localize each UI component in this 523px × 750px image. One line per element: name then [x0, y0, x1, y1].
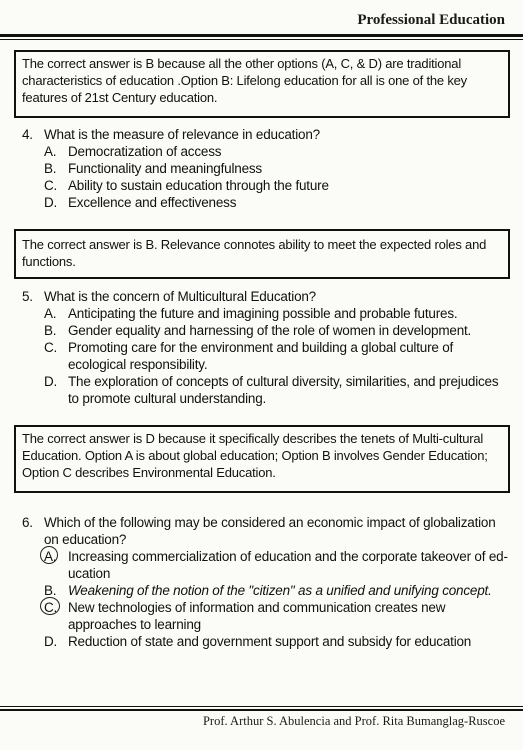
question-text: Which of the following may be considered an economic impact of globalization on education?	[44, 515, 496, 547]
answer-text-q5: The correct answer is D because it specifically describes the tenets of Multi-cultural Education. Option A is about global education; Option B involves Gender Education; Option C describes Environmental Education.	[22, 431, 488, 480]
option-letter	[44, 599, 68, 633]
question-number: 6.	[22, 515, 33, 530]
header-rule-thin	[0, 39, 523, 40]
circle-mark-icon	[40, 597, 60, 615]
option-d	[44, 373, 508, 407]
option-b	[44, 160, 502, 177]
option-letter: C.	[44, 178, 58, 193]
question-text: What is the measure of relevance in education?	[44, 127, 320, 142]
option-letter: D.	[44, 634, 58, 649]
footer-rule-thick	[0, 709, 523, 711]
option-b	[44, 322, 508, 339]
option-b	[44, 582, 508, 599]
option-text: The exploration of concepts of cultural diversity, similarities, and prejudices to promote cultural understanding.	[68, 374, 499, 406]
option-a	[44, 548, 508, 582]
answer-text-q4: The correct answer is B. Relevance connotes ability to meet the expected roles and functions.	[22, 237, 487, 269]
option-letter: B.	[44, 323, 57, 338]
option-c	[44, 177, 502, 194]
option-a	[44, 305, 508, 322]
option-letter: A.	[44, 144, 57, 159]
option-letter: D.	[44, 195, 58, 210]
option-c	[44, 339, 508, 373]
option-letter: B.	[44, 583, 57, 598]
header-title: Professional Education	[357, 12, 505, 28]
option-text: Democratization of access	[68, 144, 222, 159]
option-letter: D.	[44, 374, 58, 389]
option-letter: B.	[44, 161, 57, 176]
question-stem	[22, 288, 508, 305]
option-letter-text: A.	[44, 549, 57, 564]
option-text: Excellence and effectiveness	[68, 195, 237, 210]
option-d	[44, 194, 502, 211]
option-c	[44, 599, 508, 633]
option-letter: A.	[44, 306, 57, 321]
footer-rule-thin	[0, 706, 523, 707]
option-text: Gender equality and harnessing of the role of women in development.	[68, 323, 472, 338]
header-rule-thick	[0, 34, 523, 37]
option-text: Ability to sustain education through the future	[68, 178, 329, 193]
option-a	[44, 143, 502, 160]
question-4	[22, 126, 502, 211]
question-5	[22, 288, 508, 407]
question-number: 4.	[22, 127, 33, 142]
option-text: Anticipating the future and imagining possible and probable futures.	[68, 306, 458, 321]
option-text: Reduction of state and government support and subsidy for education	[68, 634, 472, 649]
footer-authors: Prof. Arthur S. Abulencia and Prof. Rita Bumanglag-Ruscoe	[202, 714, 505, 728]
question-6	[22, 514, 508, 650]
option-text: Functionality and meaningfulness	[68, 161, 262, 176]
answer-text-q3: The correct answer is B because all the other options (A, C, & D) are traditional characteristics of education .Option B: Lifelong education for all is one of the key features of 21st Century education.	[22, 56, 467, 105]
option-d	[44, 633, 508, 650]
option-text: Promoting care for the environment and building a global culture of ecological responsibility.	[68, 340, 454, 372]
answer-box-q5	[14, 425, 510, 493]
answer-box-q3	[14, 50, 510, 118]
question-stem	[22, 514, 508, 548]
option-text: Weakening of the notion of the "citizen" as a unified and unifying concept.	[68, 583, 492, 598]
option-text: New technologies of information and communication creates new approaches to learning	[68, 600, 446, 632]
option-letter: C.	[44, 340, 58, 355]
option-text: Increasing commercialization of education and the corporate takeover of ed- ucation	[68, 549, 508, 581]
circle-mark-icon	[40, 546, 58, 564]
question-text: What is the concern of Multicultural Education?	[44, 289, 316, 304]
question-stem	[22, 126, 502, 143]
question-number: 5.	[22, 289, 33, 304]
answer-box-q4	[14, 229, 510, 279]
option-letter	[44, 548, 68, 582]
option-letter-text: C.	[44, 600, 58, 615]
